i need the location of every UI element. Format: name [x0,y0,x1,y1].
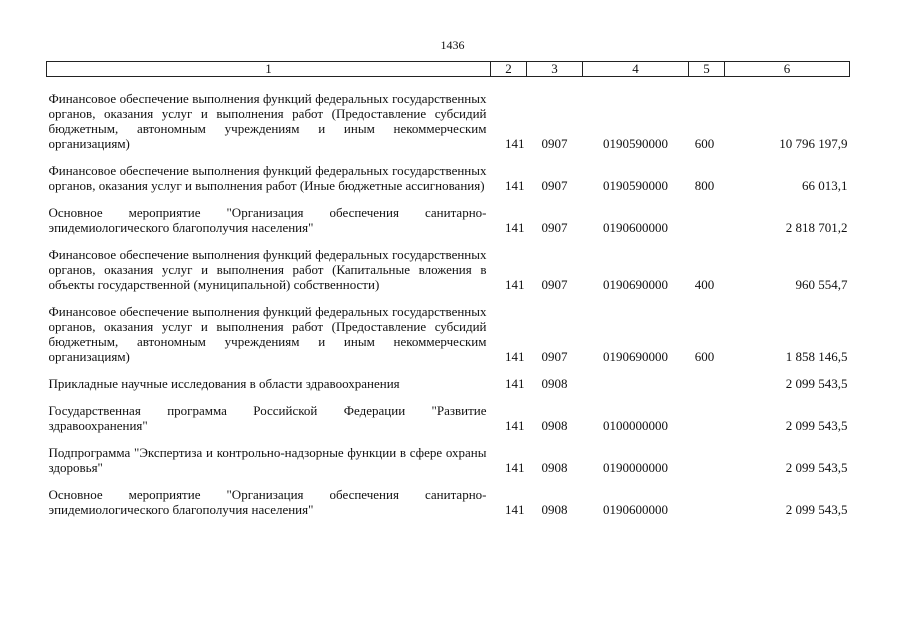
expense-type-code [689,364,725,391]
target-article-code: 0190590000 [603,136,668,151]
amount: 2 818 701,2 [785,220,848,235]
column-header-6: 6 [725,62,850,77]
expense-type-code [689,475,725,517]
expense-type-code [689,391,725,433]
target-article-code: 0100000000 [603,418,668,433]
table-row [47,235,850,292]
item-name: Подпрограмма "Экспертиза и контрольно-надзорные функции в сфере охраны здоровья" [48,445,487,475]
table-row [47,364,850,391]
amount: 2 099 543,5 [785,418,848,433]
target-article-code [583,364,689,391]
target-article-code: 0190000000 [603,460,668,475]
item-name: Государственная программа Российской Федерации "Развитие здравоохранения" [48,403,487,433]
page-number: 1436 [440,38,465,52]
section-code: 0907 [541,220,568,235]
expense-type-code: 600 [694,136,715,151]
amount: 66 013,1 [802,178,848,193]
section-code: 0907 [541,277,568,292]
grbs-code: 141 [505,460,525,475]
expense-type-code [689,193,725,235]
item-name: Финансовое обеспечение выполнения функций федеральных государственных органов, оказания услуг и выполнения работ (Капитальные вложения в объекты государственной (муниципальной) собственности) [48,247,487,292]
table-body [47,77,850,518]
table-row [47,292,850,364]
section-code: 0908 [541,376,568,391]
section-code: 0908 [541,418,568,433]
table-row [47,151,850,193]
table-row [47,193,850,235]
table-row [47,475,850,517]
section-code: 0907 [541,349,568,364]
column-header-2: 2 [491,62,527,77]
amount: 2 099 543,5 [785,502,848,517]
grbs-code: 141 [505,220,525,235]
target-article-code: 0190590000 [603,178,668,193]
grbs-code: 141 [505,277,525,292]
budget-table [46,61,850,517]
amount: 960 554,7 [795,277,848,292]
amount: 1 858 146,5 [785,349,848,364]
grbs-code: 141 [505,136,525,151]
grbs-code: 141 [505,349,525,364]
table-row [47,77,850,152]
section-code: 0907 [541,136,568,151]
expense-type-code: 600 [694,349,715,364]
grbs-code: 141 [505,376,525,391]
grbs-code: 141 [505,178,525,193]
amount: 2 099 543,5 [785,376,848,391]
amount: 10 796 197,9 [779,136,848,151]
target-article-code: 0190690000 [603,277,668,292]
expense-type-code: 400 [694,277,715,292]
table-header [47,62,850,77]
column-header-1: 1 [47,62,491,77]
table-row [47,391,850,433]
expense-type-code [689,433,725,475]
item-name: Основное мероприятие "Организация обеспечения санитарно-эпидемиологического благополучия населения" [48,205,487,235]
amount: 2 099 543,5 [785,460,848,475]
item-name: Финансовое обеспечение выполнения функций федеральных государственных органов, оказания услуг и выполнения работ (Предоставление субсидий бюджетным, автономным учреждениям и иным некоммерческим организациям) [48,91,487,151]
target-article-code: 0190600000 [603,502,668,517]
table-row [47,433,850,475]
budget-table-container [46,61,849,517]
column-header-3: 3 [527,62,583,77]
expense-type-code: 800 [694,178,715,193]
grbs-code: 141 [505,418,525,433]
section-code: 0908 [541,460,568,475]
target-article-code: 0190690000 [603,349,668,364]
item-name: Финансовое обеспечение выполнения функций федеральных государственных органов, оказания услуг и выполнения работ (Иные бюджетные ассигнования) [48,163,487,193]
column-header-4: 4 [583,62,689,77]
column-header-5: 5 [689,62,725,77]
grbs-code: 141 [505,502,525,517]
section-code: 0908 [541,502,568,517]
item-name: Прикладные научные исследования в области здравоохранения [48,376,400,391]
target-article-code: 0190600000 [603,220,668,235]
header-row [47,62,850,77]
item-name: Основное мероприятие "Организация обеспечения санитарно-эпидемиологического благополучия населения" [48,487,487,517]
section-code: 0907 [541,178,568,193]
item-name: Финансовое обеспечение выполнения функций федеральных государственных органов, оказания услуг и выполнения работ (Предоставление субсидий бюджетным, автономным учреждениям и иным некоммерческим организациям) [48,304,487,364]
